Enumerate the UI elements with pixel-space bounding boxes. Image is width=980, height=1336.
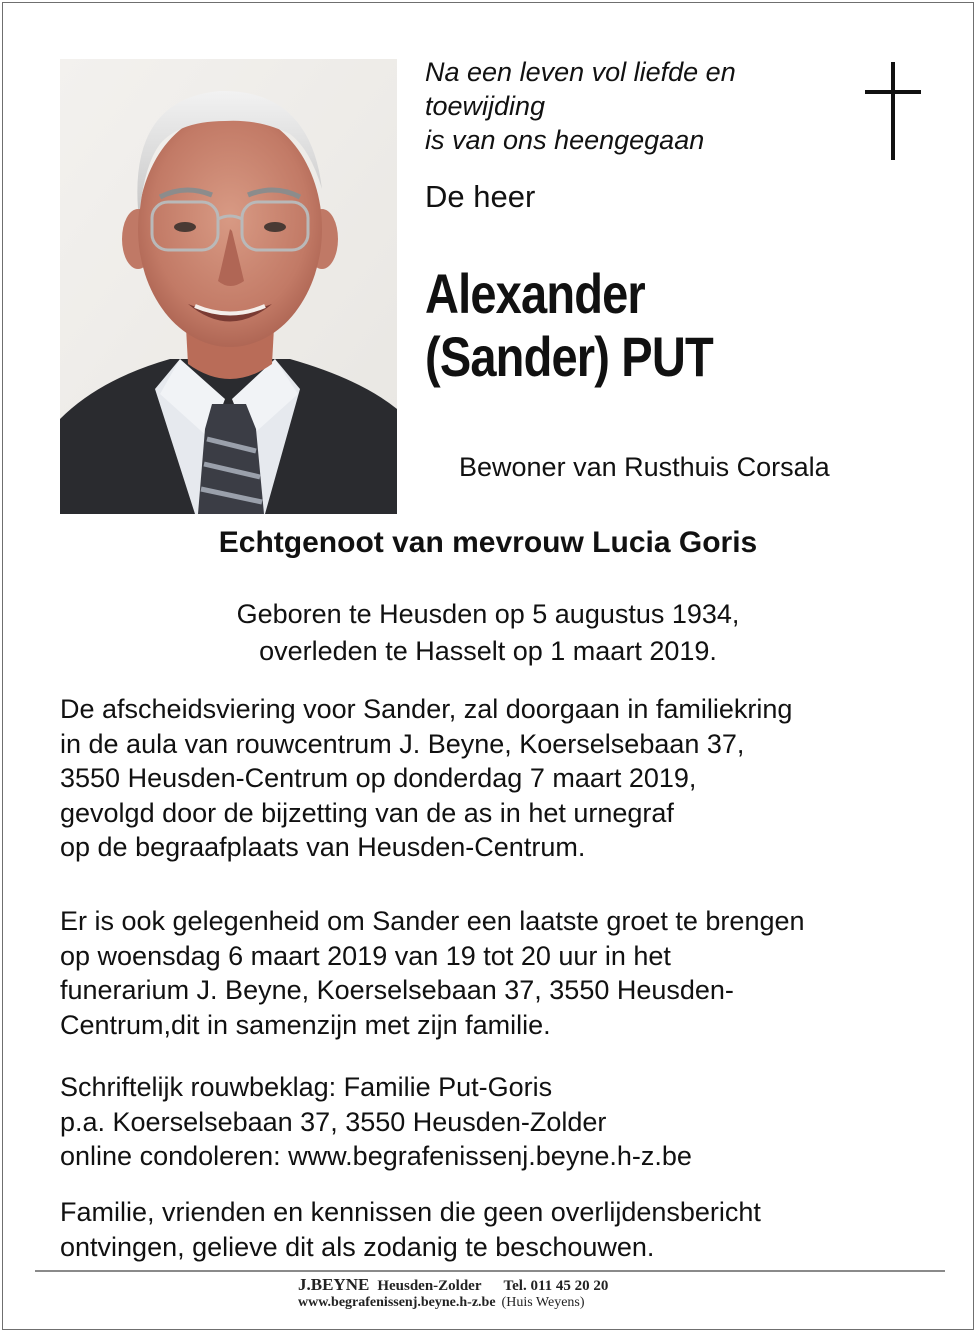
title-prefix: De heer — [425, 179, 536, 214]
portrait-photo — [60, 59, 397, 514]
funeral-home-website: www.begrafenissenj.beyne.h-z.be — [298, 1295, 496, 1310]
funeral-home-brand: J.BEYNE — [298, 1275, 370, 1294]
funeral-home-town: Heusden-Zolder — [377, 1278, 482, 1294]
visitation-paragraph — [60, 904, 940, 1042]
paragraph-line: p.a. Koerselsebaan 37, 3550 Heusden-Zolder — [60, 1106, 607, 1137]
closing-paragraph — [60, 1195, 940, 1264]
death-line: overleden te Hasselt op 1 maart 2019. — [259, 636, 717, 666]
funeral-home-house: (Huis Weyens) — [501, 1295, 585, 1310]
birth-line: Geboren te Heusden op 5 augustus 1934, — [236, 599, 740, 629]
intro-text — [425, 55, 845, 157]
paragraph-line: in de aula van rouwcentrum J. Beyne, Koerselsebaan 37, — [60, 728, 745, 759]
paragraph-line: ontvingen, gelieve dit als zodanig te beschouwen. — [60, 1231, 655, 1262]
spouse-line: Echtgenoot van mevrouw Lucia Goris — [218, 526, 758, 559]
paragraph-line: op woensdag 6 maart 2019 van 19 tot 20 uur in het — [60, 940, 671, 971]
paragraph-line: 3550 Heusden-Centrum op donderdag 7 maart 2019, — [60, 763, 697, 793]
cross-icon — [862, 62, 924, 160]
funeral-home-phone: Tel. 011 45 20 20 — [503, 1278, 609, 1294]
deceased-name — [425, 262, 713, 388]
condolences-paragraph — [60, 1070, 940, 1174]
deceased-name-line2: (Sander) PUT — [425, 325, 713, 388]
paragraph-line: Centrum,dit in samenzijn met zijn familie. — [60, 1009, 551, 1040]
intro-line: is van ons heengegaan — [425, 125, 705, 155]
paragraph-line: gevolgd door de bijzetting van de as in het urnegraf — [60, 797, 674, 828]
paragraph-line: op de begraafplaats van Heusden-Centrum. — [60, 832, 586, 862]
intro-line: toewijding — [425, 91, 546, 121]
residence: Bewoner van Rusthuis Corsala — [459, 452, 830, 482]
paragraph-line: Er is ook gelegenheid om Sander een laatste groet te brengen — [60, 906, 805, 936]
paragraph-line: funerarium J. Beyne, Koerselsebaan 37, 3550 Heusden- — [60, 975, 734, 1005]
life-dates — [0, 596, 976, 670]
deceased-name-line1: Alexander — [425, 262, 645, 325]
paragraph-line: Schriftelijk rouwbeklag: Familie Put-Goris — [60, 1072, 553, 1102]
intro-line: Na een leven vol liefde en — [425, 57, 736, 87]
paragraph-line: De afscheidsviering voor Sander, zal doorgaan in familiekring — [60, 694, 793, 724]
paragraph-line: online condoleren: www.begrafenissenj.beyne.h-z.be — [60, 1141, 692, 1171]
ceremony-paragraph — [60, 692, 940, 865]
paragraph-line: Familie, vrienden en kennissen die geen overlijdensbericht — [60, 1197, 761, 1227]
footer-divider — [35, 1270, 945, 1272]
funeral-home-footer — [298, 1276, 608, 1311]
